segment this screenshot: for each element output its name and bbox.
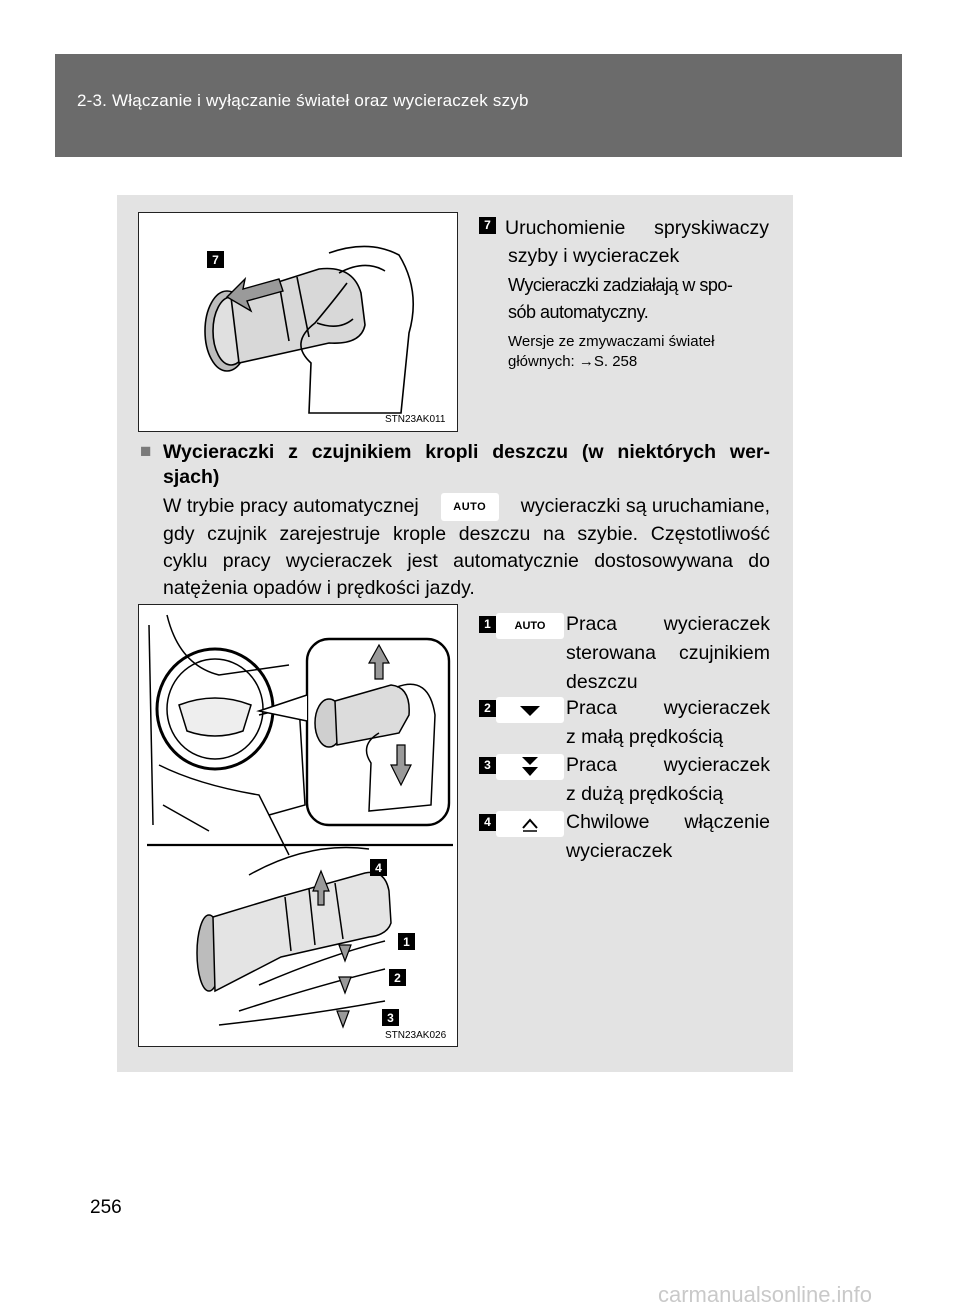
callout-2: 2 (394, 971, 401, 985)
arrow-right-icon: → (578, 353, 594, 370)
mist-icon (496, 811, 564, 837)
section-heading-line2: sjach) (163, 466, 220, 488)
section-bullet: ■ (140, 441, 152, 462)
callout-3: 3 (387, 1011, 394, 1025)
section-heading-line1: Wycieraczki z czujnikiem kropli deszczu (w niektórych wer- (163, 441, 770, 463)
mode-1-number: 1 (479, 615, 496, 633)
low-speed-icon (496, 697, 564, 723)
paragraph-line3: cyklu pracy wycieraczek jest automatycznie dostosowywana do (163, 550, 770, 572)
item-7-note: Wersje ze zmywaczami świateł głównych: →S. 258 (508, 333, 715, 370)
figure-code: STN23AK026 (385, 1030, 447, 1041)
watermark: carmanualsonline.info (658, 1282, 873, 1307)
figure-washer-illustration (138, 212, 458, 432)
arrow-down-icon (339, 945, 351, 961)
mode-2-number: 2 (479, 699, 496, 717)
callout-4: 4 (375, 861, 382, 875)
section-title: 2-3. Włączanie i wyłączanie świateł oraz wycieraczek szyb (77, 91, 529, 110)
page-number: 256 (90, 1197, 122, 1218)
mode-3-description: Praca wycieraczek z dużą prędkością (566, 754, 770, 805)
mode-3-number: 3 (479, 756, 496, 774)
callout-7: 7 (212, 253, 219, 267)
figure-rain-sensor-illustration (138, 604, 458, 1047)
wiper-lever-drawing (139, 605, 457, 1046)
callout-1: 1 (403, 935, 410, 949)
item-7-title-line1: Uruchomienie spryskiwaczy (505, 217, 769, 239)
mode-1-description: Praca wycieraczek sterowana czujnikiem deszczu (566, 613, 770, 693)
high-speed-icon (496, 754, 564, 780)
auto-badge-icon: AUTO (441, 493, 499, 521)
page-reference[interactable]: S. 258 (593, 353, 638, 370)
paragraph-line1: W trybie pracy automatycznej AUTO wycieraczki są uruchamiane, (163, 492, 770, 521)
item-7-description: Wycieraczki zadziałają w spo- sób automatyczny. (508, 275, 733, 322)
item-7-title-line2: szyby i wycieraczek (508, 245, 680, 267)
mode-2-description: Praca wycieraczek z małą prędkością (566, 697, 770, 748)
figure-code: STN23AK011 (385, 414, 446, 425)
arrow-down-icon (339, 977, 351, 993)
item-7-number: 7 (479, 216, 496, 234)
paragraph-line4: natężenia opadów i prędkości jazdy. (163, 577, 475, 599)
mode-4-number: 4 (479, 813, 496, 831)
header-band (55, 54, 902, 157)
paragraph-line2: gdy czujnik zarejestruje krople deszczu na szybie. Częstotliwość (163, 523, 770, 545)
mode-4-description: Chwilowe włączenie wycieraczek (566, 811, 770, 862)
arrow-down-icon (337, 1011, 349, 1027)
washer-lever-drawing (139, 213, 457, 431)
auto-icon: AUTO (496, 613, 564, 639)
